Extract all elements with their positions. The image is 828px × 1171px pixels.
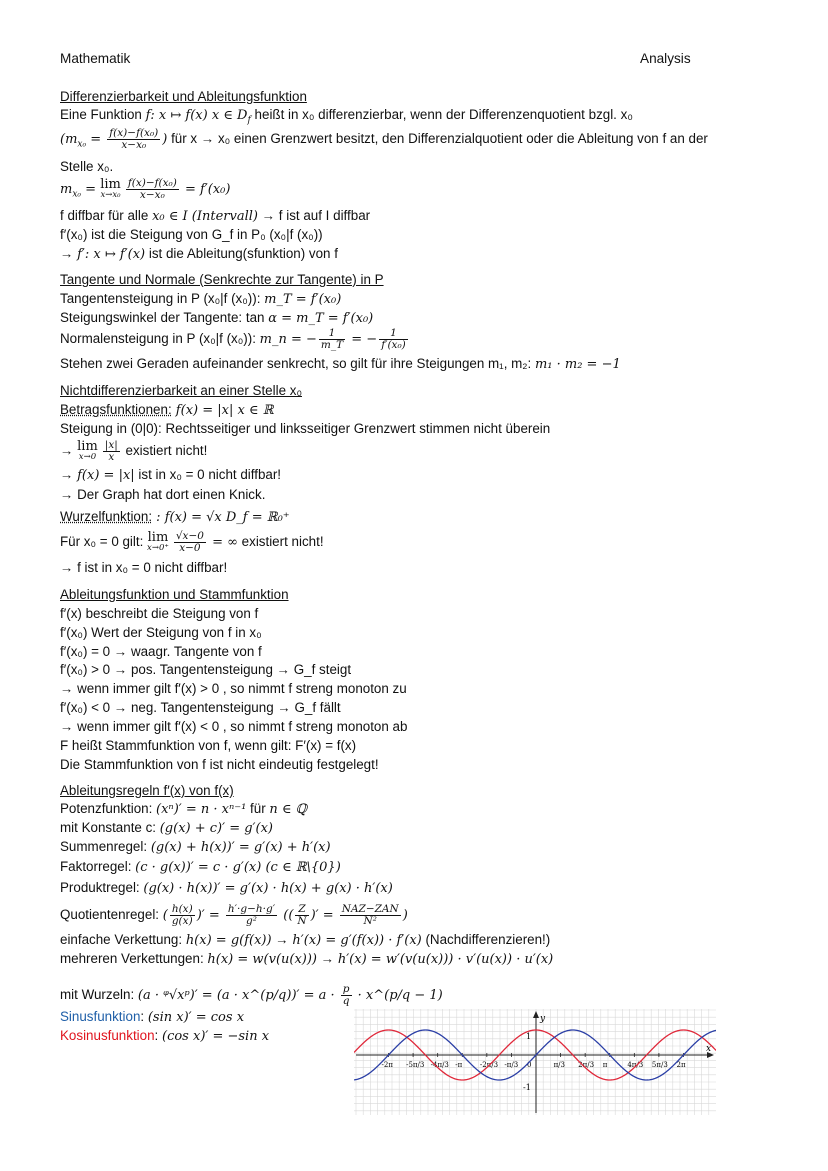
s3-line-6 (60, 508, 290, 527)
x-tick-label: π/3 (553, 1061, 566, 1069)
s1-line-3: Stelle x₀. (60, 159, 114, 174)
fraction (174, 531, 206, 554)
rule-mehrere-verkettungen (60, 950, 553, 969)
lim-text: lim (100, 176, 121, 192)
sin-cos-graph (354, 1009, 716, 1115)
s3-line-4 (60, 466, 281, 485)
numerator: h(x) (171, 903, 193, 915)
text: → (60, 467, 78, 482)
formula: m₁ · m₂ = −1 (534, 357, 621, 372)
sinus-label: Sinusfunktion (60, 1009, 141, 1024)
formula: m (60, 182, 73, 198)
fraction (341, 984, 352, 1007)
x-tick-label: 2π/3 (578, 1061, 595, 1069)
fraction (103, 440, 120, 463)
denominator: N² (363, 915, 377, 927)
text: → (60, 443, 78, 459)
text: : (140, 1009, 148, 1024)
text: : (154, 1028, 162, 1043)
x-tick-label: 0 (527, 1061, 532, 1069)
formula: m_n = − (259, 332, 317, 348)
s1-line-7 (60, 245, 338, 264)
text: → (317, 951, 338, 966)
x-tick-label: -5π/3 (406, 1061, 425, 1069)
s4-line: f′(x₀) > 0 → pos. Tangentensteigung → G_f steigt (60, 662, 352, 677)
rule-faktor (60, 858, 341, 877)
numerator: |x| (104, 439, 118, 451)
formula: = (81, 182, 101, 198)
text: → f ist auf I diffbar (257, 208, 371, 223)
numerator: f(x)−f(x₀) (127, 177, 177, 189)
formula: h(x) = w(v(u(x))) (207, 952, 318, 967)
fraction (340, 904, 401, 927)
text: Tangentensteigung in P (x₀|f (x₀)): (60, 291, 265, 306)
limit (77, 438, 98, 462)
s4-line: → wenn immer gilt f′(x) > 0 , so nimmt f streng monoton zu (60, 681, 407, 696)
formula: ) (402, 908, 408, 924)
formula: h′(x) = g′(f(x)) · f′(x) (292, 933, 422, 948)
rule-konstante (60, 819, 273, 838)
x-tick-label: -2π/3 (479, 1061, 499, 1069)
formula: ( (162, 908, 168, 924)
formula: : f(x) = √x D_f = ℝ₀⁺ (152, 510, 290, 525)
formula: (m (60, 132, 78, 148)
x-tick-label: -2π (381, 1061, 393, 1069)
text: Eine Funktion (60, 107, 146, 122)
s3-line-7 (60, 531, 324, 554)
y-tick-neg1: -1 (523, 1083, 531, 1092)
formula: (sin x)′ = cos x (147, 1010, 245, 1025)
s4-line: f′(x₀) < 0 → neg. Tangentensteigung → G_f fällt (60, 700, 341, 715)
rule-produkt (60, 879, 393, 898)
section-title-nichtdiff: Nichtdifferenzierbarkeit an einer Stelle x₀ (60, 383, 302, 398)
formula-sub: x₀ (77, 139, 87, 150)
text: existiert nicht! (121, 443, 208, 459)
s1-line-5 (60, 207, 370, 226)
s4-line: → wenn immer gilt f′(x) < 0 , so nimmt f streng monoton ab (60, 719, 408, 734)
formula: = − (347, 332, 378, 348)
limit (100, 176, 121, 200)
denominator: x−0 (179, 542, 201, 554)
text: Normalensteigung in P (x₀|f (x₀)): (60, 331, 260, 347)
text: f diffbar für alle (60, 208, 153, 223)
s3-line-5: → Der Graph hat dort einen Knick. (60, 487, 266, 502)
y-axis-label: y (540, 1014, 546, 1024)
formula: (g(x) + c)′ = g′(x) (159, 821, 273, 836)
denominator: g² (246, 915, 257, 927)
formula: = f′(x₀) (180, 182, 231, 198)
text: Stehen zwei Geraden aufeinander senkrecht, so gilt für ihre Steigungen m₁, m₂: (60, 356, 535, 371)
s2-line-4 (60, 355, 621, 374)
text: Potenzfunktion: (60, 801, 157, 816)
formula: · x^(p/q − 1) (353, 988, 443, 1004)
fraction (319, 328, 345, 351)
text: Summenregel: (60, 839, 151, 854)
fraction (107, 128, 160, 151)
formula: )′ = (310, 908, 338, 924)
denominator: q (342, 995, 350, 1007)
numerator: f(x)−f(x₀) (109, 127, 159, 139)
formula: α = m_T = f′(x₀) (268, 311, 374, 326)
formula: f(x) = |x| x ∈ ℝ (171, 403, 274, 418)
text: für (246, 801, 270, 816)
formula: m_T = f′(x₀) (264, 292, 342, 307)
text: mehreren Verkettungen: (60, 951, 208, 966)
s3-line-2: Steigung in (0|0): Rechtsseitiger und linksseitiger Grenzwert stimmen nicht überein (60, 421, 551, 436)
text: Quotientenregel: (60, 907, 163, 923)
text: Wurzelfunktion: (60, 509, 153, 524)
kosinus-label: Kosinusfunktion (60, 1028, 155, 1043)
limit (147, 529, 169, 553)
s4-line: f′(x₀) = 0 → waagr. Tangente von f (60, 644, 262, 659)
text: → (60, 246, 78, 261)
s1-line-4 (60, 178, 230, 204)
text: Steigungswinkel der Tangente: tan (60, 310, 269, 325)
section-title-differenzierbarkeit: Differenzierbarkeit und Ableitungsfunktion (60, 89, 307, 104)
formula: f: x ↦ f(x) x ∈ D (145, 108, 248, 123)
lim-sub: x→0 (78, 451, 97, 462)
text: existiert nicht! (237, 534, 324, 550)
rule-kosinus (60, 1027, 269, 1046)
s3-line-1 (60, 401, 274, 420)
s3-line-8: → f ist in x₀ = 0 nicht diffbar! (60, 560, 228, 575)
fraction (170, 904, 195, 927)
text: für x → x₀ einen Grenzwert besitzt, den Differenzialquotient oder die Ableitung von f an der (167, 131, 708, 147)
x-tick-label: -4π/3 (430, 1061, 449, 1069)
s1-line-6: f′(x₀) ist die Steigung von G_f in P₀ (x₀|f (x₀)) (60, 227, 323, 242)
numerator: 1 (379, 328, 408, 340)
rule-potenz (60, 800, 307, 819)
s4-line: F heißt Stammfunktion von f, wenn gilt: F′(x) = f(x) (60, 738, 357, 753)
rule-wurzeln (60, 984, 443, 1007)
x-tick-label: 2π (676, 1061, 686, 1069)
text: mit Konstante c: (60, 820, 160, 835)
text: heißt in x₀ differenzierbar, wenn der Differenzenquotient bzgl. x₀ (250, 107, 633, 122)
formula: (cos x)′ = −sin x (162, 1029, 270, 1044)
rule-verkettung (60, 931, 550, 950)
formula: ) (162, 132, 168, 148)
denominator: m_T (320, 339, 344, 351)
x-axis-label: x (706, 1044, 712, 1054)
formula: (g(x) · h(x))′ = g′(x) · h(x) + g(x) · h′(x) (143, 881, 393, 896)
fraction (379, 328, 408, 351)
formula: h(x) = g(f(x)) (185, 933, 272, 948)
denominator: N (297, 915, 307, 927)
s1-line-2 (60, 128, 708, 154)
section-title-tangente: Tangente und Normale (Senkrechte zur Tangente) in P (60, 272, 384, 287)
formula: = ∞ (207, 535, 238, 551)
fraction (295, 904, 308, 927)
header-subject: Mathematik (60, 51, 131, 66)
x-tick-label: π (602, 1061, 608, 1069)
s2-line-3 (60, 328, 410, 351)
text: Betragsfunktionen: (60, 402, 172, 417)
formula: (( (279, 908, 294, 924)
formula: (g(x) + h(x))′ = g′(x) + h′(x) (150, 840, 331, 855)
text: → (271, 932, 293, 947)
formula: (a · ᵠ√xᵖ)′ = (a · x^(p/q))′ = a · (137, 988, 339, 1004)
text: (Nachdifferenzieren!) (421, 932, 551, 947)
denominator: x (108, 451, 115, 463)
section-title-stammfunktion: Ableitungsfunktion und Stammfunktion (60, 587, 289, 602)
formula: n ∈ ℚ (269, 802, 307, 817)
text: mit Wurzeln: (60, 987, 138, 1003)
s2-line-1 (60, 290, 341, 309)
x-tick-label: 5π/3 (651, 1061, 668, 1069)
rule-quotient (60, 904, 408, 927)
header-topic: Analysis (640, 51, 691, 66)
lim-sub: x→0⁺ (147, 542, 169, 553)
text: ist die Ableitung(sfunktion) von f (145, 246, 338, 261)
fraction (126, 178, 179, 201)
numerator: NAZ−ZAN (341, 903, 399, 915)
formula: ′ = (201, 908, 224, 924)
s4-line: f′(x) beschreibt die Steigung von f (60, 606, 259, 621)
formula-sub: x₀ (72, 189, 82, 200)
text: Produktregel: (60, 880, 144, 895)
formula: x₀ ∈ I (Intervall) (152, 209, 258, 224)
fraction (226, 904, 277, 927)
formula-sub: f (247, 115, 251, 126)
y-tick-1: 1 (526, 1032, 532, 1041)
section-title-ableitungsregeln: Ableitungsregeln f′(x) von f(x) (60, 783, 234, 798)
denominator: g(x) (171, 915, 193, 927)
text: einfache Verkettung: (60, 932, 186, 947)
lim-text: lim (147, 529, 169, 545)
x-tick-label: -π (455, 1061, 463, 1069)
lim-text: lim (77, 438, 98, 454)
formula: h′(x) = w′(v(u(x))) · v′(u(x)) · u′(x) (337, 952, 554, 967)
formula: f(x) = |x| (77, 468, 135, 483)
text: Faktorregel: (60, 859, 136, 874)
numerator: 1 (319, 328, 345, 340)
formula: f′: x ↦ f′(x) (77, 247, 146, 262)
s2-line-2 (60, 309, 373, 328)
rule-summe (60, 838, 331, 857)
text: Für x₀ = 0 gilt: (60, 534, 148, 550)
s4-line: f′(x₀) Wert der Steigung von f in x₀ (60, 625, 262, 640)
numerator: Z (295, 904, 308, 916)
s3-line-3 (60, 440, 207, 463)
y-axis-arrow (533, 1011, 539, 1018)
denominator: x−x₀ (121, 139, 147, 151)
numerator: h′·g−h·g′ (227, 903, 276, 915)
formula: ) (196, 908, 202, 924)
formula: = (86, 132, 106, 148)
text: ist in x₀ = 0 nicht diffbar! (134, 467, 282, 482)
denominator: f′(x₀) (381, 339, 406, 351)
numerator: √x−0 (175, 530, 204, 542)
formula: (c · g(x))′ = c · g′(x) (c ∈ ℝ\{0}) (135, 860, 341, 875)
formula: (xⁿ)′ = n · xⁿ⁻¹ (156, 802, 247, 817)
x-tick-label: -π/3 (504, 1061, 519, 1069)
numerator: p (342, 983, 350, 995)
s4-line: Die Stammfunktion von f ist nicht eindeutig festgelegt! (60, 757, 379, 772)
denominator: x−x₀ (139, 189, 165, 201)
lim-sub: x→x₀ (100, 189, 121, 200)
rule-sinus (60, 1008, 244, 1027)
x-tick-label: 4π/3 (627, 1061, 644, 1069)
